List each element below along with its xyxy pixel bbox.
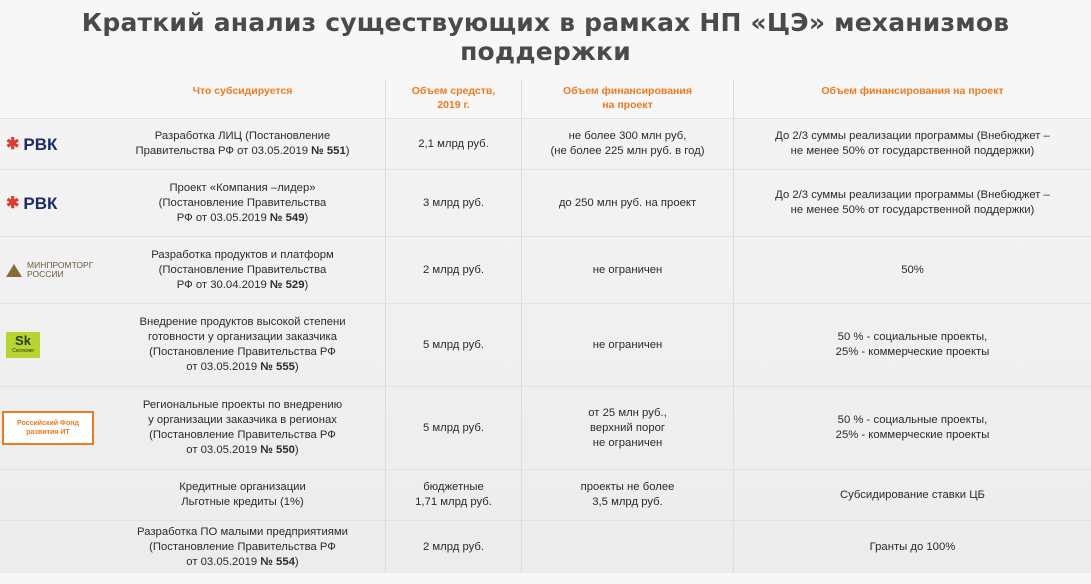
logo-skolkovo: Sk Сколково	[0, 304, 100, 386]
header-what: Что субсидируется	[100, 80, 386, 118]
share-cell: До 2/3 суммы реализации программы (Внебюджет – не менее 50% от государственной поддержки)	[775, 130, 1050, 157]
volume-cell: 5 млрд руб.	[386, 304, 522, 386]
header-share: Объем финансирования на проект	[821, 85, 1004, 97]
per-project-cell: не ограничен	[522, 304, 734, 386]
share-cell: 50 % - социальные проекты, 25% - коммерческие проекты	[835, 331, 990, 358]
star-icon: ✱	[6, 194, 20, 212]
support-table	[0, 80, 1091, 573]
header-volume: Объем средств, 2019 г.	[386, 80, 522, 118]
table-row	[0, 387, 1091, 470]
logo-rfrit: Российский Фонд развития ИТ	[0, 387, 100, 469]
volume-cell: 2 млрд руб.	[386, 237, 522, 303]
what-cell: Разработка продуктов и платформ (Постановление Правительства РФ от 30.04.2019 № 529)	[100, 237, 386, 303]
page-title: Краткий анализ существующих в рамках НП «ЦЭ» механизмов поддержки	[81, 8, 1010, 66]
volume-cell: 2,1 млрд руб.	[386, 119, 522, 169]
table-row	[0, 304, 1091, 387]
minpromtorg-emblem-icon	[6, 264, 22, 277]
per-project-cell: от 25 млн руб., верхний порог не ограничен	[522, 387, 734, 469]
volume-cell: 2 млрд руб.	[386, 521, 522, 573]
share-cell: До 2/3 суммы реализации программы (Внебюджет – не менее 50% от государственной поддержки)	[775, 189, 1050, 216]
volume-cell: 3 млрд руб.	[386, 170, 522, 236]
table-row	[0, 470, 1091, 521]
share-cell: Субсидирование ставки ЦБ	[840, 488, 985, 501]
header-logo	[0, 80, 100, 118]
volume-cell: бюджетные 1,71 млрд руб.	[386, 470, 522, 520]
table-row	[0, 521, 1091, 573]
per-project-cell	[522, 521, 734, 573]
per-project-cell: не более 300 млн руб, (не более 225 млн руб. в год)	[522, 119, 734, 169]
what-cell: Внедрение продуктов высокой степени готовности у организации заказчика (Постановление Правительства РФ от 03.05.2019 № 555)	[100, 304, 386, 386]
header-per-project: Объем финансирования на проект	[522, 80, 734, 118]
volume-cell: 5 млрд руб.	[386, 387, 522, 469]
per-project-cell: проекты не более 3,5 млрд руб.	[522, 470, 734, 520]
table-row	[0, 170, 1091, 237]
logo-rvk: ✱ РВК	[6, 134, 58, 154]
what-cell: Кредитные организации Льготные кредиты (1%)	[100, 470, 386, 520]
per-project-cell: не ограничен	[522, 237, 734, 303]
what-cell: Проект «Компания –лидер» (Постановление Правительства РФ от 03.05.2019 № 549)	[100, 170, 386, 236]
logo-minpromtorg: МИНПРОМТОРГ РОССИИ	[0, 237, 100, 303]
logo-empty	[0, 470, 100, 520]
table-header	[0, 80, 1091, 119]
star-icon: ✱	[6, 135, 20, 153]
share-cell: 50%	[901, 263, 924, 276]
what-cell: Региональные проекты по внедрению у организации заказчика в регионах (Постановление Правительства РФ от 03.05.2019 № 550)	[100, 387, 386, 469]
table-row	[0, 119, 1091, 170]
table-row	[0, 237, 1091, 304]
share-cell: Гранты до 100%	[869, 540, 956, 553]
what-cell: Разработка ПО малыми предприятиями (Постановление Правительства РФ от 03.05.2019 № 554)	[100, 521, 386, 573]
share-cell: 50 % - социальные проекты, 25% - коммерческие проекты	[835, 414, 990, 441]
what-cell: Разработка ЛИЦ (Постановление Правительства РФ от 03.05.2019 № 551)	[100, 119, 386, 169]
logo-empty	[0, 521, 100, 573]
logo-rvk: ✱ РВК	[6, 193, 58, 213]
per-project-cell: до 250 млн руб. на проект	[522, 170, 734, 236]
